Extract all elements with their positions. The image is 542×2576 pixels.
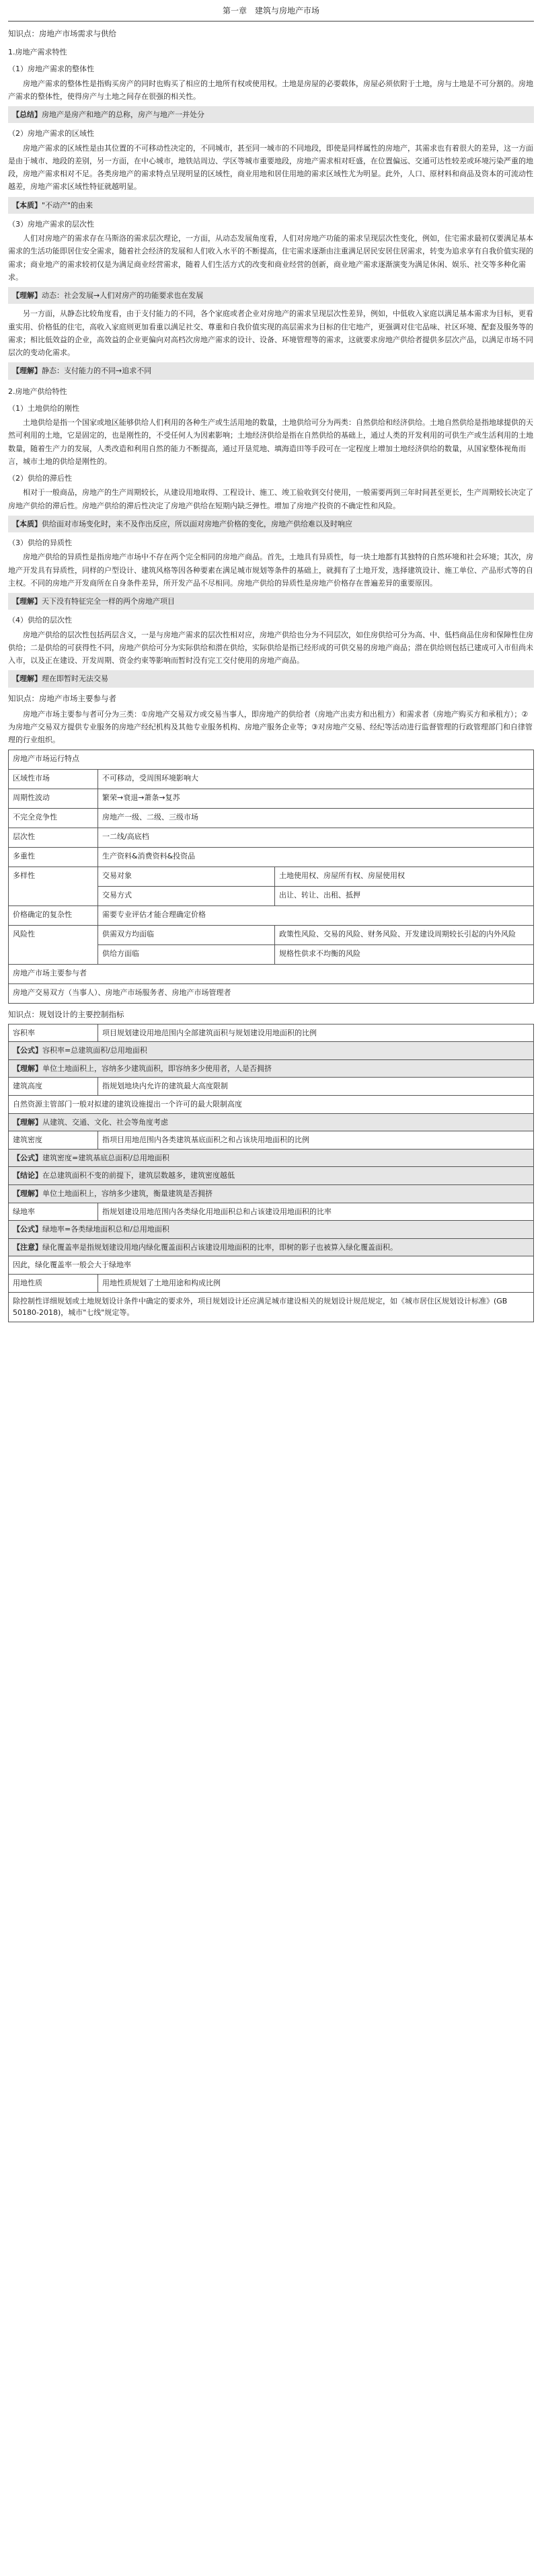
table-cell-value: 不可移动，受周围环境影响大: [98, 769, 534, 789]
note-label: 【总结】: [12, 110, 42, 120]
note-label: 【公式】: [13, 1225, 42, 1234]
paragraph: 相对于一般商品，房地产的生产周期较长，从建设用地取得、工程设计、施工、竣工验收到交付使用，一般需要两到三年时间甚至更长，生产周期较长决定了房地产供给的滞后性。房地产供给的滞后性决定了房地产供给在短期内缺乏弹性。增加了房地产投资的不确定性和风险。: [8, 488, 533, 510]
chapter-header: 第一章 建筑与房地产市场: [8, 4, 534, 22]
note-box: [8, 197, 534, 214]
note-text: 天下没有特征完全一样的两个房地产项目: [42, 597, 175, 606]
note-box: [8, 287, 534, 304]
table-row: [9, 769, 534, 789]
table-cell-value: 指规划建设用地范围内各类绿化用地面积总和占该建设用地面积的比率: [98, 1203, 534, 1221]
table-row: [9, 808, 534, 828]
table-cell-value: 用地性质规划了土地用途和构成比例: [98, 1274, 534, 1292]
table-cell-full: 除控制性详细规划或土地规划设计条件中确定的要求外，项目规划设计还应满足城市建设相关的规划设计规范规定，如《城市居住区规划设计标准》(GB 50180-2018)，城市"七线"规定等。: [9, 1292, 534, 1322]
note-box: [8, 362, 534, 379]
table-cell-value: 繁荣→衰退→萧条→复苏: [98, 789, 534, 808]
subsection-title: （4）供给的层次性: [8, 616, 72, 625]
table-cell-value: 政策性风险、交易的风险、财务风险、开发建设周期较长引起的内外风险: [275, 925, 534, 944]
table-cell-value: 指项目用地范围内各类建筑基底面积之和占该块用地面积的比例: [98, 1131, 534, 1150]
table-row: [9, 1113, 534, 1131]
note-label: 【本质】: [12, 200, 42, 210]
table-cell-key: 周期性波动: [9, 789, 98, 808]
table-cell-subkey: 交易对象: [98, 867, 275, 886]
subsection-title: （1）房地产需求的整体性: [8, 65, 94, 74]
note-text: 绿地率=各类绿地面积总和/总用地面积: [42, 1225, 169, 1234]
table-row: [9, 1203, 534, 1221]
table-cell-key: 多重性: [9, 847, 98, 867]
note-cell: [9, 1042, 534, 1060]
table-cell-value: 需要专业评估才能合理确定价格: [98, 905, 534, 925]
table-cell-key: 容积率: [9, 1024, 98, 1042]
note-box: [8, 670, 534, 687]
table-row: [9, 1078, 534, 1096]
table-cell-key: 建筑密度: [9, 1131, 98, 1150]
table-row: [9, 1096, 534, 1114]
table-cell-subkey: 交易方式: [98, 886, 275, 905]
table-row: [9, 828, 534, 847]
note-label: 【理解】: [12, 366, 42, 376]
note-text: 房地产是房产和地产的总称，房产与地产一并处分: [42, 110, 204, 120]
note-label: 【理解】: [13, 1117, 42, 1127]
note-label: 【注意】: [13, 1242, 42, 1252]
table-cell-key: 多样性: [9, 867, 98, 905]
note-cell: [9, 1059, 534, 1078]
note-cell: [9, 1113, 534, 1131]
note-box: [8, 516, 534, 532]
table-row: [9, 1184, 534, 1203]
table-row: [9, 847, 534, 867]
note-text: "不动产"的由来: [42, 200, 93, 210]
table-cell-value: 规格性供求不均衡的风险: [275, 944, 534, 964]
table-cell-value: 一二线/高底档: [98, 828, 534, 847]
table-cell-key: 用地性质: [9, 1274, 98, 1292]
table-cell-key: 区域性市场: [9, 769, 98, 789]
table-row: [9, 1042, 534, 1060]
table-cell-full: 因此，绿化覆盖率一般会大于绿地率: [9, 1256, 534, 1275]
note-text: 建筑密度=建筑基底总面积/总用地面积: [42, 1153, 169, 1162]
table-cell-value: 生产资料&消费资料&投资品: [98, 847, 534, 867]
table-row: [9, 1221, 534, 1239]
table-row: [9, 1256, 534, 1275]
knowledge-point-title: 知识点：房地产市场主要参与者: [8, 693, 116, 703]
table-cell-key: 价格确定的复杂性: [9, 905, 98, 925]
note-label: 【理解】: [12, 674, 42, 684]
note-cell: [9, 1184, 534, 1203]
table-cell-value: 指规划地块内允许的建筑最大高度限制: [98, 1078, 534, 1096]
note-cell: [9, 1238, 534, 1256]
table-cell-key: 层次性: [9, 828, 98, 847]
table-row: [9, 1238, 534, 1256]
table-cell-key: 不完全竞争性: [9, 808, 98, 828]
table-row: [9, 1131, 534, 1150]
note-text: 静态：支付能力的不同→追求不同: [42, 366, 152, 376]
note-label: 【本质】: [12, 519, 42, 528]
note-text: 容积率=总建筑面积/总用地面积: [42, 1046, 147, 1055]
note-text: 单位土地面积上，容纳多少建筑，衡量建筑是否拥挤: [42, 1189, 212, 1198]
note-cell: [9, 1149, 534, 1167]
note-cell: [9, 1221, 534, 1239]
note-text: 动态：社会发展→人们对房产的功能要求也在发展: [42, 291, 204, 300]
table-row: [9, 1149, 534, 1167]
paragraph: 房地产供给的异质性是指房地产市场中不存在两个完全相同的房地产商品。首先，土地具有异质性，每一块土地都有其独特的自然环境和社会环境；其次，房地产开发具有异质性，同样的户型设计、建筑风格等因各种要素在满足城市规划等条件的基础上，就拥有了土地开发，选择建筑设计、施工单位、产品形式等的自主权。不同的房地产开发商所在自身条件差异，所开发产品不尽相同。房地产供给的异质性是房地产价格存在普遍差异的重要原因。: [8, 553, 533, 588]
paragraph: 土地供给是指一个国家或地区能够供给人们利用的各种生产或生活用地的数量，土地供给可分为两类：自然供给和经济供给。土地自然供给是指地球提供的天然可利用的土地，它是固定的，也是刚性的，不受任何人为因素影响；土地经济供给是指在自然供给的基础上，通过人类的开发利用的可供生产或生活利用的土地数量，随着生产力的发展，人类改造和利用自然的能力不断提高，通过开垦荒地、填海造田等手段可在一定程度上增加土地经济供给的数量，从国家整体视角而言，城市土地的供给是刚性的。: [8, 418, 533, 466]
knowledge-point-title: 知识点：房地产市场需求与供给: [8, 29, 116, 38]
note-text: 在总建筑面积不变的前提下，建筑层数越多，建筑密度越低: [42, 1171, 235, 1180]
note-label: 【公式】: [13, 1046, 42, 1055]
table-row: [9, 925, 534, 944]
table-row: [9, 789, 534, 808]
table-cell-value: 出让、转让、出租、抵押: [275, 886, 534, 905]
table-cell-key: 建筑高度: [9, 1078, 98, 1096]
note-text: 从建筑、交通、文化、社会等角度考虑: [42, 1117, 168, 1127]
note-label: 【理解】: [12, 291, 42, 300]
table-cell-subkey: 供给方面临: [98, 944, 275, 964]
note-text: 绿化覆盖率是指规划建设用地内绿化覆盖面积占该建设用地面积的比率，即树的影子也被算入绿化覆盖面积。: [42, 1242, 397, 1252]
subsection-title: （3）房地产需求的层次性: [8, 219, 94, 229]
knowledge-point-title: 知识点：规划设计的主要控制指标: [8, 1009, 124, 1019]
note-label: 【结论】: [13, 1171, 42, 1180]
table-cell-key: 风险性: [9, 925, 98, 964]
note-box: [8, 106, 534, 123]
table-row: [9, 1167, 534, 1185]
subsection-title: （1）土地供给的刚性: [8, 403, 79, 413]
note-text: 理在即暂时无法交易: [42, 674, 108, 684]
paragraph: 房地产需求的整体性是指购买房产的同时也购买了相应的土地所有权或使用权。土地是房屋的必要载体，房屋必须依附于土地，房与土地是不可分割的。房地产需求的整体性，使得房产与土地之间存在很强的相关性。: [8, 79, 533, 101]
table-row: [9, 905, 534, 925]
paragraph: 房地产需求的区域性是由其位置的不可移动性决定的，不同城市，甚至同一城市的不同地段，即使是同样属性的房地产，其需求也有着很大的差异，这一方面是由于城市、地段的差别，另一方面，在中心城市，地铁站周边、学区等城市重要地段，房地产需求相对旺盛，在位置偏远、交通可达性较差或环境污染严重的地段，房地产需求相对不足。各类房地产的需求特点呈现明显的区域性，商业用地和居住用地的需求区域性尤为明显。此外，人口、原材料和商品及资本的可流动性越差，房地产需求区域性特征就越明显。: [8, 143, 533, 192]
table-cell-value: 项目规划建设用地范围内全部建筑面积与规划建设用地面积的比例: [98, 1024, 534, 1042]
section-title: 2.房地产供给特性: [8, 387, 67, 396]
paragraph: 房地产市场主要参与者可分为三类：①房地产交易双方或交易当事人，即房地产的供给者（房地产出卖方和出租方）和需求者（房地产购买方和承租方）；②为房地产交易双方提供专业服务的房地产经纪机构及其他专业服务机构、房地产服务企业等；③对房地产交易、经纪等活动进行监督管理的行政管理部门和自律管理的行业组织。: [8, 709, 533, 745]
note-label: 【理解】: [13, 1063, 42, 1073]
table-cell-value: 房地产一级、二级、三级市场: [98, 808, 534, 828]
market-features-table: [8, 750, 534, 1004]
note-box: [8, 593, 534, 610]
paragraph: 房地产供给的层次性包括两层含义，一是与房地产需求的层次性相对应，房地产供给也分为不同层次，如住房供给可分为高、中、低档商品住房和保障性住房供给；二是供给的可获得性不同，房地产供给可分为实际供给和潜在供给，实际供给是指已经形成的可供交易的房地产商品；潜在供给则包括已建成可入市但尚未入市，以及正在建设、开发周期、资金约束等影响而暂时没有完工交付使用的房地产商品。: [8, 630, 533, 666]
table-section-title: 房地产市场主要参与者: [9, 964, 534, 983]
note-label: 【公式】: [13, 1153, 42, 1162]
note-cell: [9, 1167, 534, 1185]
table-title: 房地产市场运行特点: [9, 750, 534, 769]
table-row: [9, 1059, 534, 1078]
subsection-title: （3）供给的异质性: [8, 538, 72, 548]
table-cell-value: 房地产交易双方（当事人）、房地产市场服务者、房地产市场管理者: [9, 983, 534, 1003]
planning-indicators-table: [8, 1024, 534, 1322]
table-row: [9, 1274, 534, 1292]
paragraph: 人们对房地产的需求存在马斯洛的需求层次理论，一方面，从动态发展角度看，人们对房地产功能的需求呈现层次性变化，例如，住宅需求最初仅要满足基本需求的生活功能即居住安全需求，随着社会经济的发展和人们收入水平的不断提高，住宅需求逐渐由注重满足居民安居住居需求，转变为追求享有自我价值实现的需求；商业地产的需求较初仅是为满足商业经营需求，随着人们生活方式的改变和商业经营的创新，商业地产需求逐渐演变为满足休闲、娱乐、社交等多种化需求。: [8, 234, 533, 282]
paragraph: 另一方面，从静态比较角度看，由于支付能力的不同，各个家庭或者企业对房地产的需求呈现层次性差异，例如，中低收入家庭以满足基本需求为目标，更看重实用、价格低的住宅，高收入家庭则更加看重以满足社交、尊重和自我价值实现的高层需求为目标的住宅地产，更强调对住宅品味、社区环境、配套及服务等的需求；相比低效益的企业，高效益的企业更偏向对高档次房地产需求的设计、设备、环境管理等的需求，这就要求房地产供给者提供多层次产品，以满足市场不同层次的变动化需求。: [8, 309, 533, 358]
table-cell-value: 土地使用权、房屋所有权、房屋使用权: [275, 867, 534, 886]
table-row: [9, 1292, 534, 1322]
note-label: 【理解】: [13, 1189, 42, 1198]
table-row: [9, 1024, 534, 1042]
section-title: 1.房地产需求特性: [8, 48, 67, 57]
note-label: 【理解】: [12, 597, 42, 606]
table-row: [9, 867, 534, 886]
table-cell-key: 绿地率: [9, 1203, 98, 1221]
table-cell-full: 自然资源主管部门一般对拟建的建筑设施提出一个许可的最大限制高度: [9, 1096, 534, 1114]
note-text: 供给面对市场变化时，来不及作出反应，所以面对房地产价格的变化，房地产供给难以及时响应: [42, 519, 352, 528]
subsection-title: （2）房地产需求的区域性: [8, 129, 94, 138]
table-cell-subkey: 供需双方均面临: [98, 925, 275, 944]
subsection-title: （2）供给的滞后性: [8, 474, 72, 483]
note-text: 单位土地面积上，容纳多少建筑面积，即容纳多少使用者，人是否拥挤: [42, 1063, 272, 1073]
